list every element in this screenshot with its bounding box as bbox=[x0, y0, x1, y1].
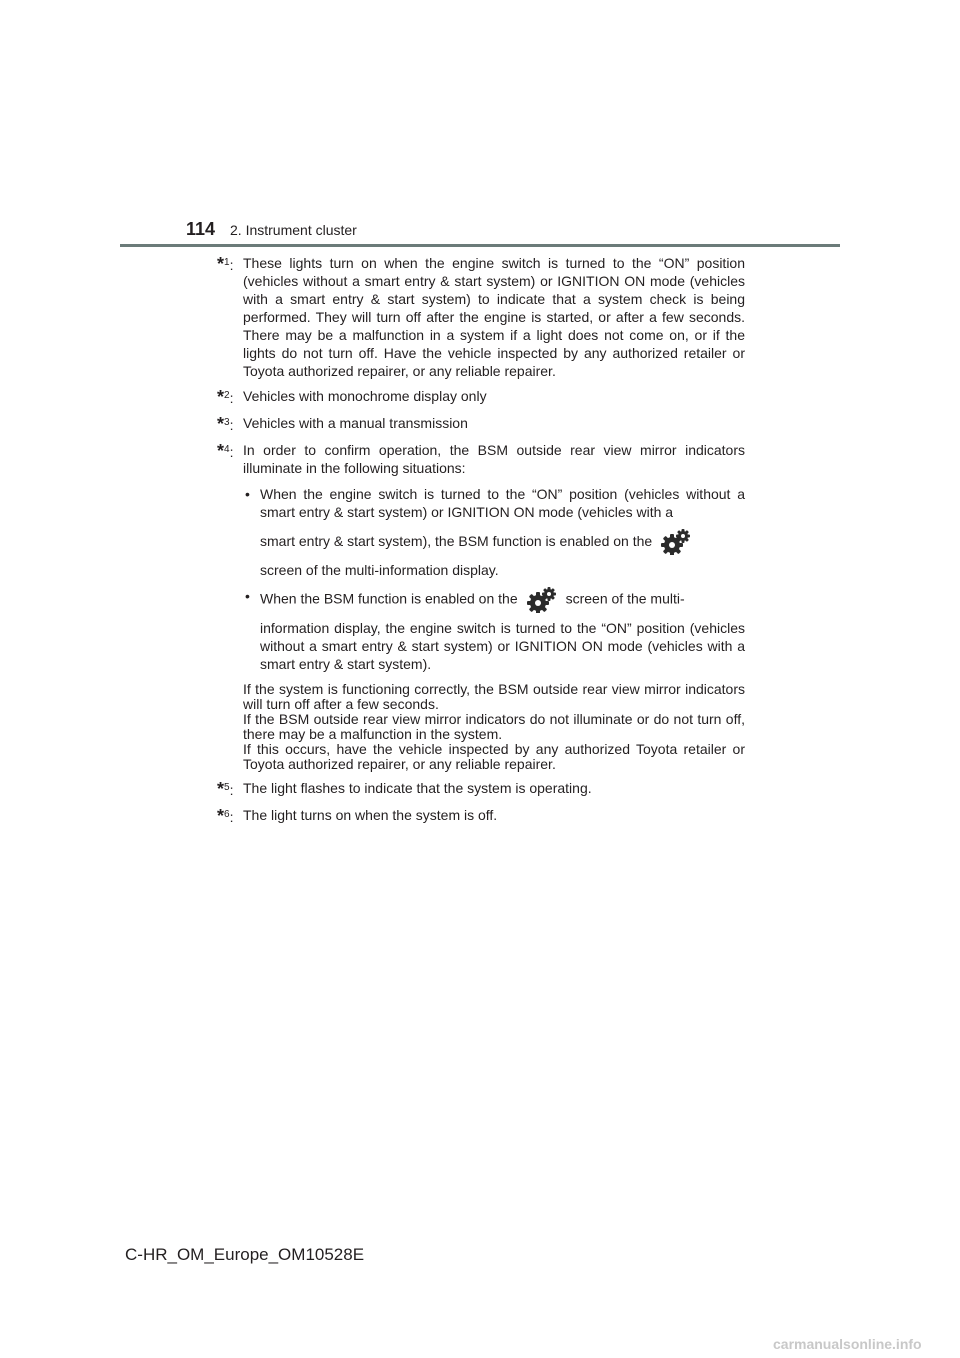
footnote-marker: *$^2$: bbox=[217, 387, 234, 407]
footnote-5 bbox=[217, 779, 745, 799]
bullet-item-1: • When the engine switch is turned to the “ON” position (vehicles without a smart entry & start system) or IGNITION ON mode (vehicles with a smart entry & start system), the BSM function is enabled on the screen of the multi-information display. bbox=[245, 486, 745, 578]
footnote-2 bbox=[217, 387, 745, 407]
footer-code: C-HR_OM_Europe_OM10528E bbox=[125, 1245, 365, 1264]
bullet-text: screen of the multi-information display. bbox=[260, 562, 499, 578]
footnote-list bbox=[217, 254, 745, 833]
footnote-text: Vehicles with monochrome display only bbox=[243, 388, 487, 404]
footnote-marker: *$^4$: bbox=[217, 441, 234, 461]
bullet-item-2: • When the BSM function is enabled on the screen of the multi- information display, the engine switch is turned to the “ON” position (vehicles without a smart entry & start system) or IGNITION ON mode (vehicles with a smart entry & start system). bbox=[245, 588, 745, 672]
follow-paragraph: If the system is functioning correctly, the BSM outside rear view mirror indicators will turn off after a few seconds. bbox=[243, 681, 745, 712]
bullet-text: information display, the engine switch is turned to the “ON” position (vehicles without a smart entry & start system) or IGNITION ON mode (vehicles with a smart entry & start system). bbox=[260, 620, 745, 672]
bullet-text: screen of the multi- bbox=[565, 590, 685, 607]
settings-gear-icon bbox=[660, 529, 692, 555]
section-title: 2. Instrument cluster bbox=[230, 222, 357, 238]
footnote-marker: *$^6$: bbox=[217, 806, 234, 826]
footnote-text: Vehicles with a manual transmission bbox=[243, 415, 468, 431]
footnote-6 bbox=[217, 806, 745, 826]
settings-gear-icon bbox=[526, 587, 558, 613]
bullet-text: When the engine switch is turned to the “ON” position (vehicles without a smart entry & start system) or IGNITION ON mode (vehicles with a bbox=[260, 486, 745, 520]
header-rule bbox=[120, 244, 840, 247]
footnote-4 bbox=[217, 441, 745, 772]
footnote-3 bbox=[217, 414, 745, 434]
page-number: 114 bbox=[186, 219, 216, 239]
footnote-1 bbox=[217, 254, 745, 380]
footnote-marker: *$^3$: bbox=[217, 414, 234, 434]
bullet-text: smart entry & start system), the BSM function is enabled on the bbox=[260, 533, 653, 549]
footnote-text: In order to confirm operation, the BSM outside rear view mirror indicators illuminate in the following situations: bbox=[243, 442, 745, 476]
footnote-text: The light turns on when the system is off. bbox=[243, 807, 498, 823]
footnote-text: The light flashes to indicate that the system is operating. bbox=[243, 780, 592, 796]
footnote-text: These lights turn on when the engine switch is turned to the “ON” position (vehicles without a smart entry & start system) or IGNITION ON mode (vehicles with a smart entry & start system) to indicate that a system check is being performed. They will turn off after the engine is started, or after a few seconds. There may be a malfunction in a system if a light does not come on, or if the lights do not turn off. Have the vehicle inspected by any authorized retailer or Toyota authorized repairer, or any reliable repairer. bbox=[243, 255, 745, 379]
footnote-marker: *$^5$: bbox=[217, 779, 234, 799]
follow-paragraph: If the BSM outside rear view mirror indicators do not illuminate or do not turn off, there may be a malfunction in the system. bbox=[243, 711, 745, 742]
follow-up-text bbox=[243, 682, 745, 772]
bullet-text: When the BSM function is enabled on the bbox=[260, 590, 518, 607]
watermark: carmanualsonline.info bbox=[773, 1336, 922, 1352]
footnote-marker: *$^1$: bbox=[217, 254, 234, 274]
follow-paragraph: If this occurs, have the vehicle inspected by any authorized Toyota retailer or Toyota authorized repairer, or any reliable repairer. bbox=[243, 741, 745, 772]
